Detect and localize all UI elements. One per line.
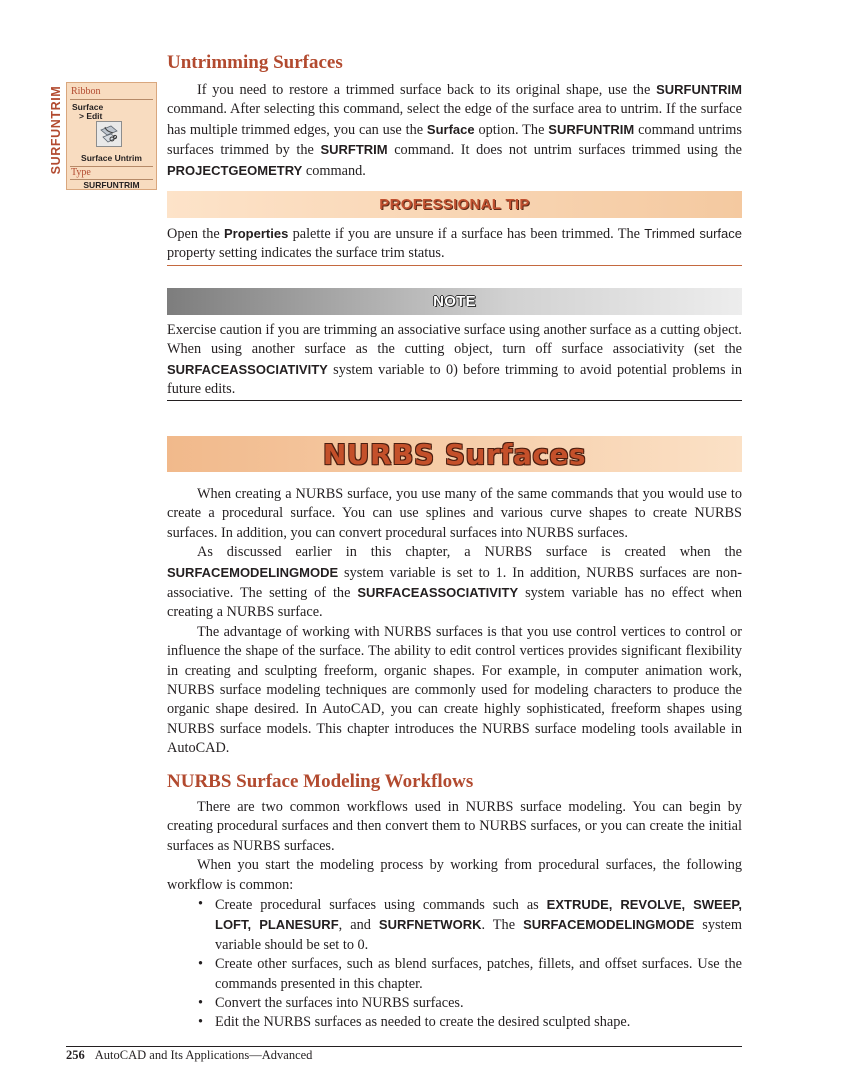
untrim-paragraph: If you need to restore a trimmed surface back to its original shape, use the SURFUNTRIM command. After selecting this command, select the edge of the surface area to untrim. If the surface has multiple trimmed edges, you can use the Surface option. The SURFUNTRIM command untrims surfaces trimmed by the SURFTRIM command. It does not untrim surfaces trimmed using the PROJECTGEOMETRY command. [167,82,742,179]
note-divider [167,400,742,401]
command-name: PROJECTGEOMETRY [167,162,303,178]
note-body [167,321,742,400]
ui-element-name: Trimmed surface [644,226,742,241]
book-title: AutoCAD and Its Applications—Advanced [94,1048,313,1062]
page-number: 256 [66,1048,85,1062]
nurbs-body [167,485,742,759]
ribbon-path-tab: Surface [72,102,104,112]
list-item: • Convert the surfaces into NURBS surfaces. [215,994,742,1013]
option-name: Surface [426,121,475,137]
type-command: SURFUNTRIM [83,180,140,190]
section-heading-workflows: NURBS Surface Modeling Workflows [167,771,474,792]
command-name: SURFACEMODELINGMODE [167,564,339,580]
nurbs-paragraph: When creating a NURBS surface, you use many of the same commands that you would use to create a procedural surface. You can use splines and various curve shapes to create NURBS surfaces. In addition, you can convert procedural surfaces into NURBS surfaces. [167,486,742,541]
tip-body [167,224,742,264]
footer-divider [66,1046,742,1047]
ui-element-name: Properties [224,226,289,241]
icon-caption: Surface Untrim [81,153,142,163]
list-item: • Create procedural surfaces using commands such as EXTRUDE, REVOLVE, SWEEP, LOFT, PLANESURF, and SURFNETWORK. The SURFACEMODELINGMODE system variable should be set to 0. [215,895,742,955]
nurbs-paragraph: The advantage of working with NURBS surfaces is that you use control vertices to control or influence the shape of the surface. The ability to edit control vertices provides significant flexibility in creating and sculpting freeform, organic shapes. For example, in computer animation work, NURBS surface modeling techniques are commonly used for modeling characters to produce the organic shape desired. In AutoCAD, you can create highly sophisticated, freeform shapes using NURBS surface models. This chapter introduces the NURBS surface modeling tools available in AutoCAD. [167,623,742,757]
command-name: SURFACEASSOCIATIVITY [167,361,328,377]
command-name: SURFACEASSOCIATIVITY [357,585,519,601]
section-heading-untrimming: Untrimming Surfaces [167,52,343,73]
ribbon-heading: Ribbon [71,86,101,97]
professional-tip-banner [167,191,742,218]
list-item: • Create other surfaces, such as blend surfaces, patches, fillets, and offset surfaces. Use the commands presented in this chapter. [215,955,742,994]
note-label: NOTE [433,293,476,310]
command-name: SURFUNTRIM [548,121,635,137]
command-reference-box [66,82,157,190]
tip-paragraph: Open the Properties palette if you are unsure if a surface has been trimmed. The Trimmed surface property setting indicates the surface trim status. [167,226,742,262]
section-title-banner [167,436,742,472]
workflows-paragraph: When you start the modeling process by working from procedural surfaces, the following workflow is common: [167,857,742,893]
side-tab-label: SURFUNTRIM [49,85,63,175]
professional-tip-label: PROFESSIONAL TIP [379,196,530,213]
surface-untrim-icon[interactable] [96,121,122,147]
command-name: SURFUNTRIM [656,82,742,97]
note-banner [167,288,742,315]
workflows-body [167,798,742,1033]
workflows-paragraph: There are two common workflows used in NURBS surface modeling. You can begin by creating procedural surfaces and then convert them to NURBS surfaces, or you can create the initial surfaces as NURBS surfaces. [167,799,742,854]
section-title: NURBS Surfaces [322,437,587,471]
ribbon-path-panel: > Edit [79,111,103,121]
page-footer [66,1048,312,1063]
type-heading: Type [71,167,91,178]
side-tab [48,82,64,178]
note-paragraph: Exercise caution if you are trimming an associative surface using another surface as a cutting object. When using another surface as the cutting object, turn off surface associativity (set the SURFACEASSOCIATIVITY system variable to 0) before trimming to avoid potential problems in future edits. [167,322,742,398]
list-item: • Edit the NURBS surfaces as needed to create the desired sculpted shape. [215,1013,742,1032]
workflow-steps-list [167,895,742,1033]
divider [70,99,153,100]
untrim-body [167,80,742,181]
command-name: SURFTRIM [320,142,388,158]
nurbs-paragraph: As discussed earlier in this chapter, a NURBS surface is created when the SURFACEMODELINGMODE system variable is set to 1. In addition, NURBS surfaces are non-associative. The setting of the SURFACEASSOCIATIVITY system variable has no effect when creating a NURBS surface. [167,544,742,621]
tip-divider [167,265,742,266]
